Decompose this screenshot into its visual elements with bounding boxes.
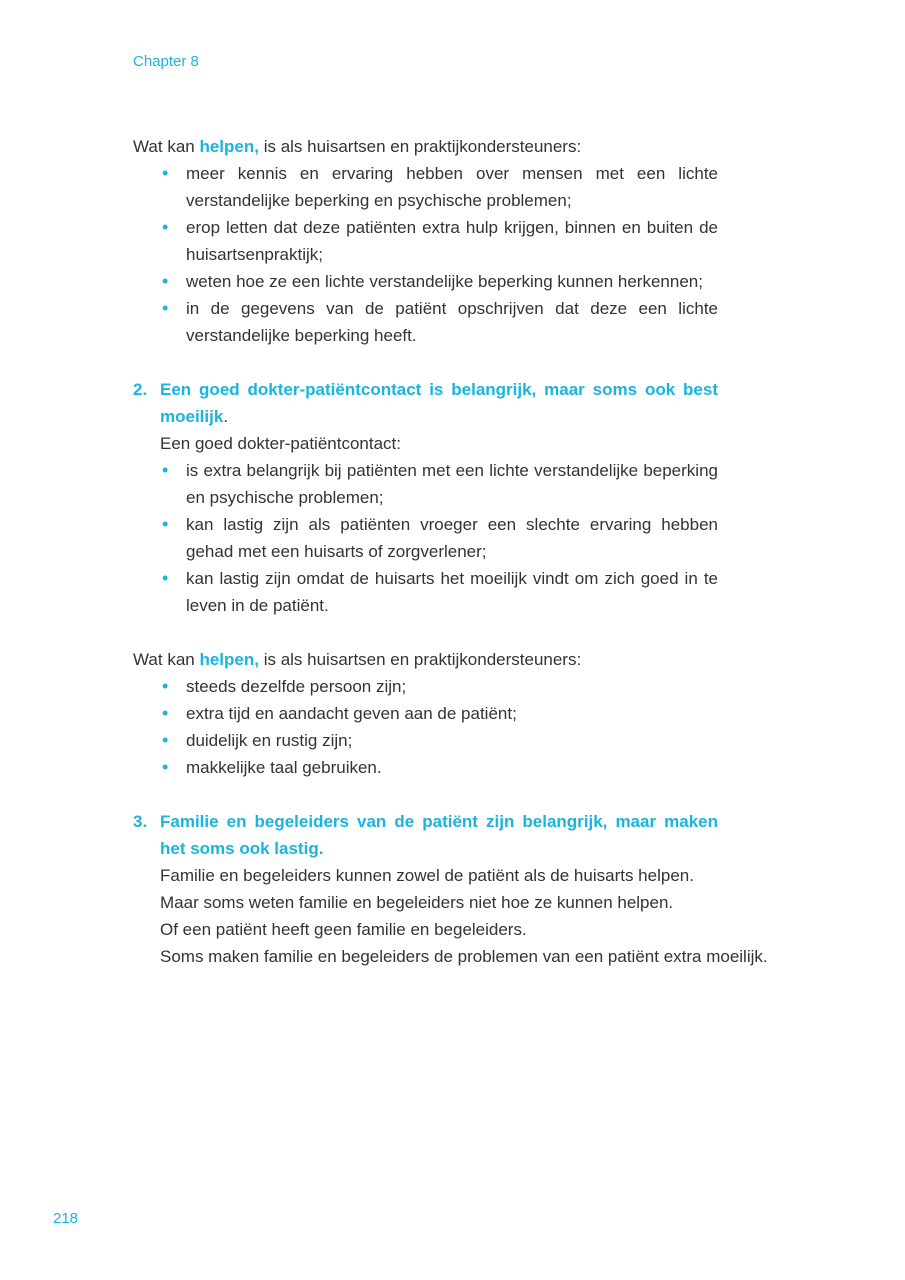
section-3-line: Familie en begeleiders kunnen zowel de patiënt als de huisarts helpen.: [160, 866, 694, 885]
section-3-number: 3.: [133, 812, 148, 831]
section-3-heading-text: Familie en begeleiders van de patiënt zijn belangrijk, maar maken het soms ook lastig.: [160, 812, 718, 858]
running-head-chapter: Chapter 8: [133, 53, 199, 70]
list-item: • meer kennis en ervaring hebben over mensen met een lichte verstandelijke beperking en psychische problemen;: [186, 160, 718, 214]
list-item: • extra tijd en aandacht geven aan de patiënt;: [186, 700, 718, 727]
list-item: • weten hoe ze een lichte verstandelijke beperking kunnen herkennen;: [186, 268, 718, 295]
section-3-line: Soms maken familie en begeleiders de problemen van een patiënt extra moeilijk.: [160, 947, 768, 966]
section-3-body: [133, 862, 773, 970]
list-item: • is extra belangrijk bij patiënten met een lichte verstandelijke beperking en psychische problemen;: [186, 457, 718, 511]
help-intro-2-prefix: Wat kan: [133, 650, 200, 669]
list-item: • duidelijk en rustig zijn;: [186, 727, 718, 754]
page-body: [133, 133, 773, 970]
page-number: 218: [53, 1210, 79, 1227]
section-3-line: Maar soms weten familie en begeleiders niet hoe ze kunnen helpen.: [160, 893, 674, 912]
help-intro-1: [133, 133, 773, 160]
section-2-heading: [133, 376, 718, 430]
list-item: • steeds dezelfde persoon zijn;: [186, 673, 718, 700]
section-2-lead: [133, 430, 773, 457]
help-list-2: [133, 673, 718, 781]
help-intro-2: [133, 646, 773, 673]
section-2-lead-text: Een goed dokter-patiëntcontact:: [160, 434, 401, 453]
list-item: • makkelijke taal gebruiken.: [186, 754, 718, 781]
section-2: [133, 376, 773, 619]
section-3-heading: [133, 808, 718, 862]
section-2-number: 2.: [133, 380, 148, 399]
help-intro-2-bold: helpen,: [199, 650, 259, 669]
help-intro-1-suffix: is als huisartsen en praktijkondersteuners:: [258, 137, 582, 156]
section-3: [133, 808, 773, 970]
help-intro-1-bold: helpen,: [199, 137, 259, 156]
help-intro-1-prefix: Wat kan: [133, 137, 200, 156]
list-item: • kan lastig zijn als patiënten vroeger een slechte ervaring hebben gehad met een huisarts of zorgverlener;: [186, 511, 718, 565]
list-item: • in de gegevens van de patiënt opschrijven dat deze een lichte verstandelijke beperking heeft.: [186, 295, 718, 349]
section-2-list: [133, 457, 718, 619]
help-list-1: [133, 160, 718, 349]
list-item: • erop letten dat deze patiënten extra hulp krijgen, binnen en buiten de huisartsenpraktijk;: [186, 214, 718, 268]
list-item: • kan lastig zijn omdat de huisarts het moeilijk vindt om zich goed in te leven in de patiënt.: [186, 565, 718, 619]
section-2-heading-period: .: [223, 407, 229, 426]
section-2-heading-text: Een goed dokter-patiëntcontact is belangrijk, maar soms ook best moeilijk: [160, 380, 718, 426]
section-3-line: Of een patiënt heeft geen familie en begeleiders.: [160, 920, 527, 939]
help-intro-2-suffix: is als huisartsen en praktijkondersteuners:: [258, 650, 582, 669]
